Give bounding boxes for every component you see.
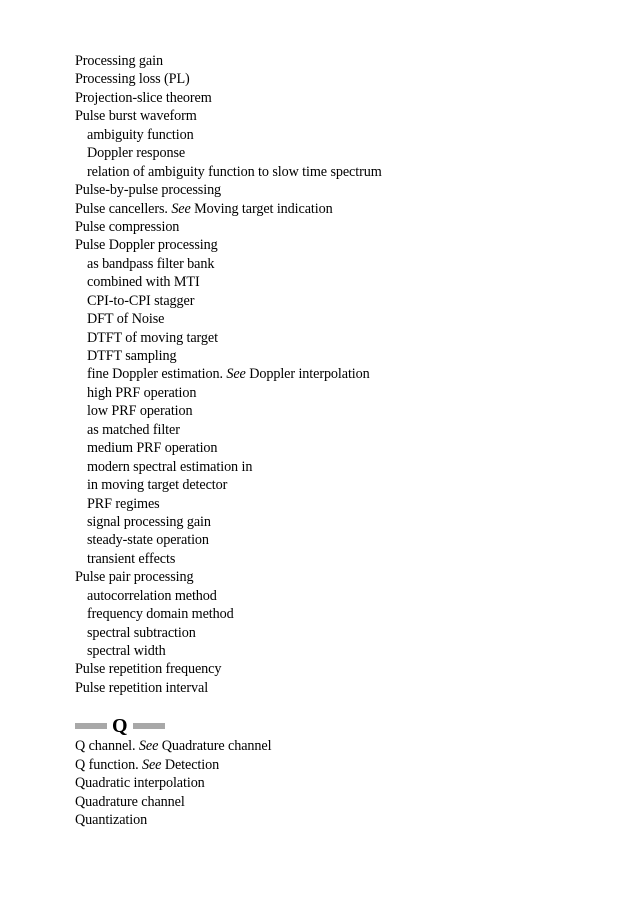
entry-term: Doppler response	[87, 145, 186, 162]
index-subentry	[75, 292, 615, 310]
index-subentry	[75, 587, 615, 605]
entry-term: Q channel.	[75, 738, 136, 755]
entry-term: Pulse pair processing	[75, 569, 194, 586]
section-bar-left	[75, 723, 107, 729]
index-entry	[75, 774, 615, 792]
index-entry	[75, 236, 615, 254]
index-subentry	[75, 310, 615, 328]
index-subentry	[75, 531, 615, 549]
see-reference-target: Quadrature channel	[161, 738, 272, 755]
index-subentry	[75, 605, 615, 623]
index-list-p	[75, 52, 615, 697]
see-reference-label: See	[171, 200, 191, 217]
see-reference-label: See	[138, 738, 159, 755]
entry-term: Pulse Doppler processing	[75, 237, 218, 254]
index-subentry	[75, 642, 615, 660]
index-subentry	[75, 273, 615, 291]
entry-term: modern spectral estimation in	[87, 458, 253, 475]
entry-term: in moving target detector	[87, 477, 228, 494]
section-bar-right	[133, 723, 165, 729]
index-entry	[75, 181, 615, 199]
entry-term: transient effects	[87, 550, 176, 567]
section-header-q	[75, 715, 615, 737]
index-entry	[75, 793, 615, 811]
entry-term: Q function.	[75, 756, 139, 773]
entry-term: PRF regimes	[87, 495, 160, 512]
entry-term: Pulse cancellers.	[75, 200, 168, 217]
index-subentry	[75, 347, 615, 365]
index-entry	[75, 756, 615, 774]
index-subentry	[75, 458, 615, 476]
entry-term: DFT of Noise	[87, 311, 165, 328]
entry-term: Quadrature channel	[75, 793, 185, 810]
index-entry	[75, 218, 615, 236]
entry-term: Pulse repetition frequency	[75, 661, 222, 678]
entry-term: Pulse compression	[75, 218, 180, 235]
index-entry	[75, 568, 615, 586]
index-page	[75, 52, 615, 830]
entry-term: Pulse-by-pulse processing	[75, 182, 222, 199]
index-subentry	[75, 550, 615, 568]
index-subentry	[75, 402, 615, 420]
index-entry	[75, 70, 615, 88]
see-reference-target: Doppler interpolation	[249, 366, 370, 383]
entry-term: Quadratic interpolation	[75, 775, 205, 792]
index-subentry	[75, 329, 615, 347]
entry-term: Pulse burst waveform	[75, 108, 197, 125]
entry-term: fine Doppler estimation.	[87, 366, 223, 383]
index-subentry	[75, 144, 615, 162]
index-entry	[75, 200, 615, 218]
section-gap	[75, 697, 615, 715]
entry-term: CPI-to-CPI stagger	[87, 292, 195, 309]
index-entry	[75, 737, 615, 755]
index-subentry	[75, 495, 615, 513]
entry-term: steady-state operation	[87, 532, 209, 549]
entry-term: Projection-slice theorem	[75, 89, 212, 106]
entry-term: Processing loss (PL)	[75, 71, 190, 88]
index-subentry	[75, 476, 615, 494]
index-subentry	[75, 439, 615, 457]
section-letter: Q	[112, 715, 128, 738]
index-entry	[75, 660, 615, 678]
entry-term: DTFT of moving target	[87, 329, 218, 346]
entry-term: spectral subtraction	[87, 624, 196, 641]
see-reference-target: Moving target indication	[194, 200, 333, 217]
entry-term: combined with MTI	[87, 274, 200, 291]
entry-term: spectral width	[87, 643, 166, 659]
entry-term: DTFT sampling	[87, 348, 177, 364]
entry-term: medium PRF operation	[87, 440, 218, 457]
entry-term: Pulse repetition interval	[75, 679, 209, 696]
index-entry	[75, 89, 615, 107]
entry-term: low PRF operation	[87, 403, 193, 420]
index-list-q	[75, 737, 615, 829]
index-subentry	[75, 163, 615, 181]
entry-term: signal processing gain	[87, 513, 211, 530]
see-reference-label: See	[226, 366, 246, 383]
index-entry	[75, 107, 615, 125]
index-entry	[75, 52, 615, 70]
entry-term: Processing gain	[75, 53, 163, 69]
index-subentry	[75, 624, 615, 642]
index-subentry	[75, 421, 615, 439]
see-reference-target: Detection	[164, 756, 220, 773]
index-subentry	[75, 255, 615, 273]
index-subentry	[75, 513, 615, 531]
entry-term: frequency domain method	[87, 606, 234, 623]
index-subentry	[75, 365, 615, 383]
entry-term: high PRF operation	[87, 384, 197, 401]
entry-term: relation of ambiguity function to slow time spectrum	[87, 163, 382, 180]
entry-term: autocorrelation method	[87, 587, 217, 604]
index-entry	[75, 679, 615, 697]
index-subentry	[75, 126, 615, 144]
entry-term: Quantization	[75, 812, 148, 829]
entry-term: ambiguity function	[87, 126, 194, 143]
entry-term: as matched filter	[87, 421, 180, 438]
entry-term: as bandpass filter bank	[87, 255, 215, 272]
index-subentry	[75, 384, 615, 402]
index-entry	[75, 811, 615, 829]
see-reference-label: See	[141, 756, 162, 773]
